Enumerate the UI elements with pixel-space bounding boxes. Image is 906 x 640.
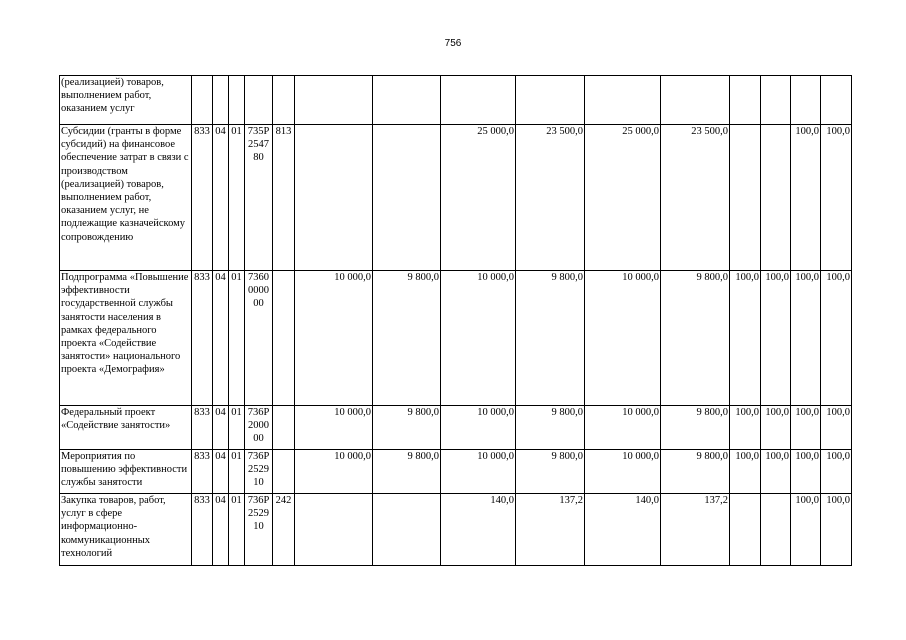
subsection-code: 01	[229, 125, 245, 271]
subsection-code: 01	[229, 271, 245, 406]
value-pct-2	[761, 76, 791, 125]
value-pct-1: 100,0	[730, 450, 761, 494]
table-row	[60, 125, 852, 271]
value-pct-4: 100,0	[821, 494, 852, 566]
value-plan-2020: 10 000,0	[295, 406, 373, 450]
value-pct-4: 100,0	[821, 271, 852, 406]
value-revised-2021	[516, 76, 585, 125]
value-pct-2: 100,0	[761, 406, 791, 450]
expense-type-code: 813	[273, 125, 295, 271]
value-plan-2020	[295, 76, 373, 125]
section-code: 04	[213, 271, 229, 406]
value-pct-3	[791, 76, 821, 125]
section-code	[213, 76, 229, 125]
table-row	[60, 406, 852, 450]
value-pct-4: 100,0	[821, 125, 852, 271]
value-revised-2021: 9 800,0	[516, 450, 585, 494]
subsection-code: 01	[229, 406, 245, 450]
value-pct-3: 100,0	[791, 125, 821, 271]
ministry-code: 833	[192, 125, 213, 271]
section-code: 04	[213, 494, 229, 566]
value-pct-4	[821, 76, 852, 125]
value-actual-2020: 25 000,0	[585, 125, 661, 271]
value-revised-2020: 10 000,0	[441, 450, 516, 494]
value-revised-2021: 9 800,0	[516, 406, 585, 450]
value-actual-2020	[585, 76, 661, 125]
value-actual-2021	[661, 76, 730, 125]
target-code: 736P252910	[245, 494, 273, 566]
target-code: 7360000000	[245, 271, 273, 406]
value-revised-2020: 10 000,0	[441, 271, 516, 406]
ministry-code: 833	[192, 450, 213, 494]
expense-type-code: 242	[273, 494, 295, 566]
value-actual-2020: 10 000,0	[585, 450, 661, 494]
page-number: 756	[444, 38, 462, 49]
value-actual-2020: 10 000,0	[585, 406, 661, 450]
target-code: 736P200000	[245, 406, 273, 450]
table-row	[60, 271, 852, 406]
row-description: Подпрограмма «Повышение эффективности государственной службы занятости населения в рамках федерального проекта «Содействие занятости» национального проекта «Демография»	[60, 271, 192, 406]
subsection-code: 01	[229, 450, 245, 494]
value-pct-2	[761, 494, 791, 566]
expense-type-code	[273, 450, 295, 494]
ministry-code: 833	[192, 406, 213, 450]
value-plan-2021	[373, 125, 441, 271]
value-plan-2021	[373, 494, 441, 566]
value-revised-2020: 10 000,0	[441, 406, 516, 450]
row-description: Мероприятия по повышению эффективности службы занятости	[60, 450, 192, 494]
value-pct-1	[730, 125, 761, 271]
value-actual-2021: 9 800,0	[661, 271, 730, 406]
value-pct-2: 100,0	[761, 271, 791, 406]
value-pct-3: 100,0	[791, 450, 821, 494]
budget-table	[59, 75, 852, 566]
value-plan-2020	[295, 125, 373, 271]
expense-type-code	[273, 406, 295, 450]
value-pct-1: 100,0	[730, 271, 761, 406]
value-plan-2020: 10 000,0	[295, 271, 373, 406]
value-pct-3: 100,0	[791, 271, 821, 406]
value-plan-2021: 9 800,0	[373, 450, 441, 494]
row-description: Федеральный проект «Содействие занятости»	[60, 406, 192, 450]
value-revised-2021: 9 800,0	[516, 271, 585, 406]
section-code: 04	[213, 406, 229, 450]
section-code: 04	[213, 125, 229, 271]
value-plan-2020	[295, 494, 373, 566]
value-actual-2021: 23 500,0	[661, 125, 730, 271]
value-plan-2021: 9 800,0	[373, 406, 441, 450]
row-description: (реализацией) товаров, выполнением работ, оказанием услуг	[60, 76, 192, 125]
expense-type-code	[273, 76, 295, 125]
ministry-code	[192, 76, 213, 125]
value-revised-2020: 25 000,0	[441, 125, 516, 271]
value-pct-2	[761, 125, 791, 271]
value-pct-1	[730, 76, 761, 125]
value-pct-3: 100,0	[791, 494, 821, 566]
row-description: Субсидии (гранты в форме субсидий) на финансовое обеспечение затрат в связи с производством (реализацией) товаров, выполнением работ, оказанием услуг, не подлежащие казначейскому сопровождению	[60, 125, 192, 271]
expense-type-code	[273, 271, 295, 406]
table-row	[60, 494, 852, 566]
table-row	[60, 76, 852, 125]
value-revised-2021: 137,2	[516, 494, 585, 566]
value-plan-2020: 10 000,0	[295, 450, 373, 494]
value-plan-2021	[373, 76, 441, 125]
value-pct-4: 100,0	[821, 450, 852, 494]
value-pct-3: 100,0	[791, 406, 821, 450]
value-actual-2021: 9 800,0	[661, 406, 730, 450]
value-revised-2021: 23 500,0	[516, 125, 585, 271]
value-actual-2021: 137,2	[661, 494, 730, 566]
value-plan-2021: 9 800,0	[373, 271, 441, 406]
subsection-code: 01	[229, 494, 245, 566]
value-actual-2020: 10 000,0	[585, 271, 661, 406]
ministry-code: 833	[192, 494, 213, 566]
table-row	[60, 450, 852, 494]
section-code: 04	[213, 450, 229, 494]
value-actual-2020: 140,0	[585, 494, 661, 566]
value-revised-2020	[441, 76, 516, 125]
value-pct-1	[730, 494, 761, 566]
ministry-code: 833	[192, 271, 213, 406]
target-code: 736P252910	[245, 450, 273, 494]
value-pct-2: 100,0	[761, 450, 791, 494]
target-code	[245, 76, 273, 125]
value-pct-4: 100,0	[821, 406, 852, 450]
value-pct-1: 100,0	[730, 406, 761, 450]
value-actual-2021: 9 800,0	[661, 450, 730, 494]
target-code: 735P254780	[245, 125, 273, 271]
value-revised-2020: 140,0	[441, 494, 516, 566]
row-description: Закупка товаров, работ, услуг в сфере информационно-коммуникационных технологий	[60, 494, 192, 566]
subsection-code	[229, 76, 245, 125]
